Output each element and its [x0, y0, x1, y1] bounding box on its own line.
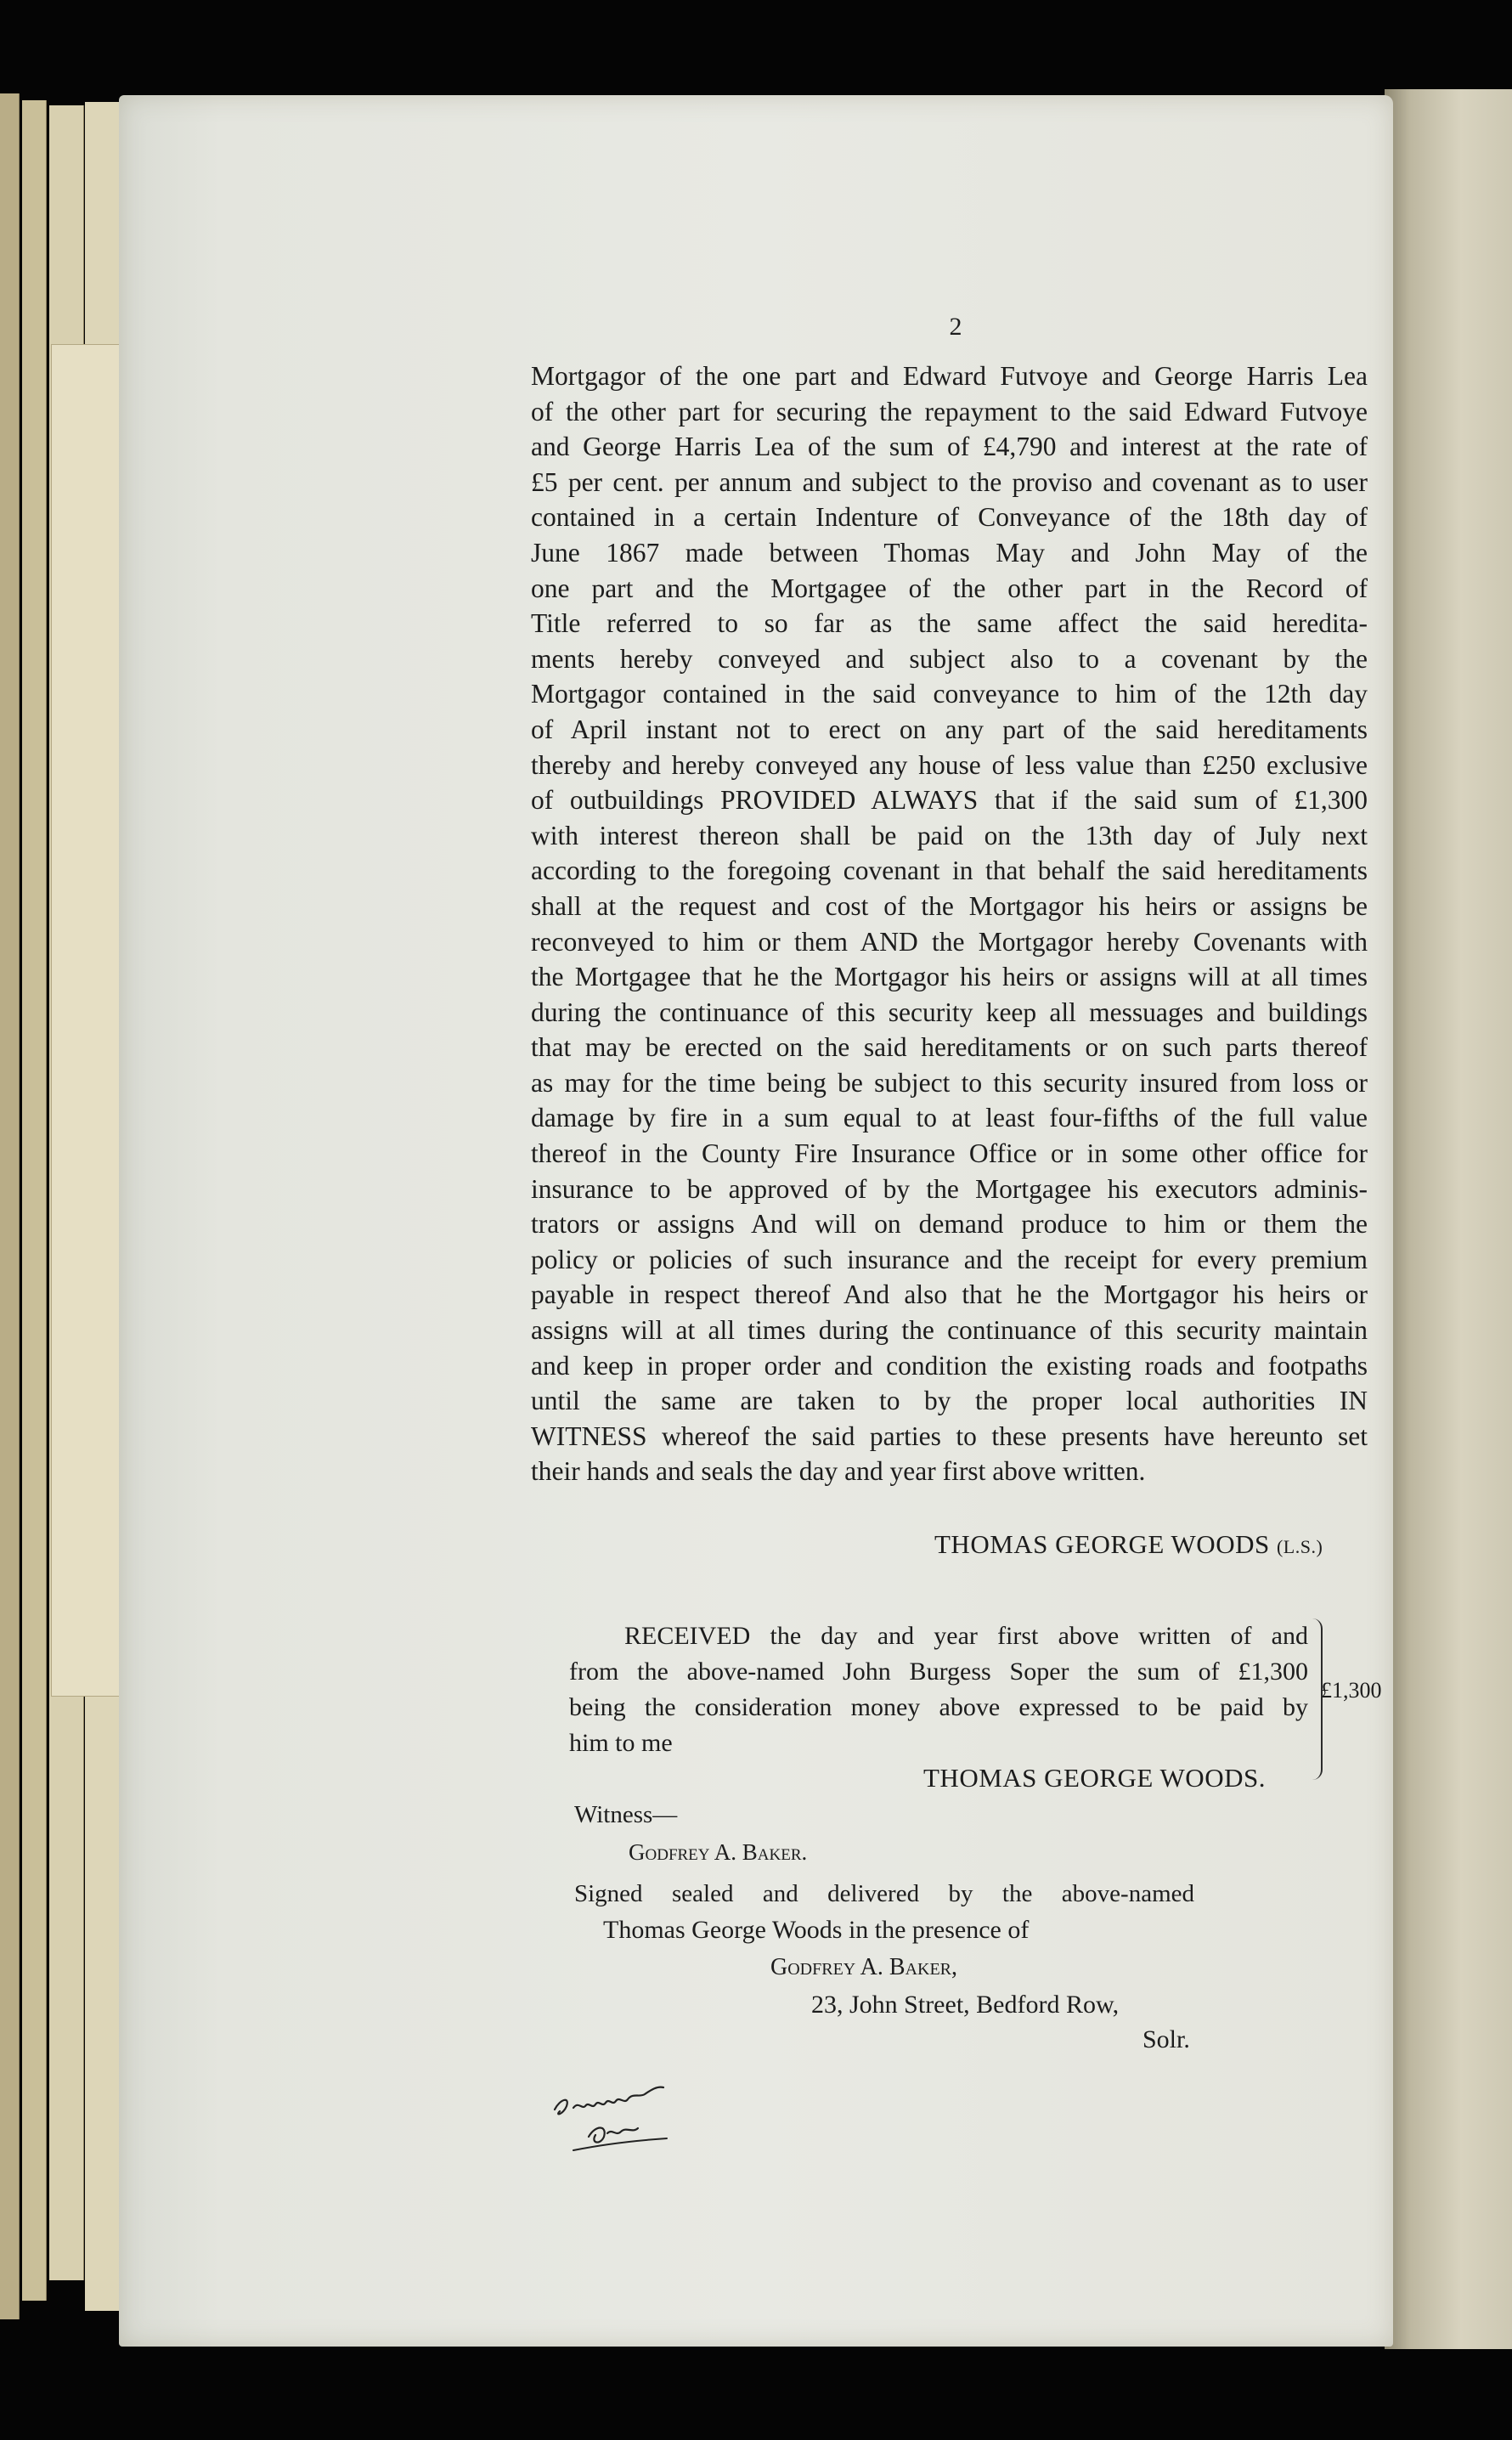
solicitor-title: Solr.	[1142, 2025, 1190, 2053]
body-line: £5 per cent. per annum and subject to the proviso and covenant as to user	[531, 466, 1368, 497]
grantor-signature	[934, 1529, 1323, 1560]
body-line: and George Harris Lea of the sum of £4,790 and interest at the rate of	[531, 432, 1368, 462]
page-number: 2	[949, 313, 962, 341]
body-line: assigns will at all times during the continuance of this security maintain	[531, 1315, 1368, 1346]
grantor-signature-name: THOMAS GEORGE WOODS	[934, 1529, 1270, 1559]
body-line: ments hereby conveyed and subject also to a covenant by the	[531, 643, 1368, 674]
body-line: insurance to be approved of by the Mortgagee his executors adminis-	[531, 1173, 1368, 1204]
handwritten-examined-note	[548, 2077, 709, 2162]
body-line: contained in a certain Indenture of Conveyance of the 18th day of	[531, 502, 1368, 533]
body-line: that may be erected on the said hereditaments or on such parts thereof	[531, 1032, 1368, 1063]
body-line: during the continuance of this security keep all messuages and buildings	[531, 997, 1368, 1027]
body-line: shall at the request and cost of the Mortgagor his heirs or assigns be	[531, 890, 1368, 921]
body-line: one part and the Mortgagee of the other part in the Record of	[531, 573, 1368, 603]
body-line: June 1867 made between Thomas May and John May of the	[531, 537, 1368, 568]
body-line: policy or policies of such insurance and the receipt for every premium	[531, 1244, 1368, 1274]
attestation-line-1: Signed sealed and delivered by the above-named	[574, 1880, 1194, 1907]
witness-label: Witness—	[574, 1801, 678, 1828]
body-line: trators or assigns And will on demand produce to him or them the	[531, 1209, 1368, 1240]
body-line: according to the foregoing covenant in that behalf the said hereditaments	[531, 856, 1368, 886]
seal-mark: (L.S.)	[1276, 1536, 1323, 1557]
receipt-signature: THOMAS GEORGE WOODS.	[923, 1763, 1266, 1793]
solicitor-address: 23, John Street, Bedford Row,	[811, 1991, 1120, 2019]
receipt-clause	[569, 1618, 1308, 1761]
receipt-line: RECEIVED the day and year first above written of and	[624, 1622, 1308, 1650]
book-edge	[22, 100, 47, 2301]
body-line: damage by fire in a sum equal to at least four-fifths of the full value	[531, 1103, 1368, 1133]
body-line: Mortgagor of the one part and Edward Futvoye and George Harris Lea	[531, 361, 1368, 391]
body-line: of April instant not to erect on any part of the said hereditaments	[531, 714, 1368, 744]
facing-page	[1385, 89, 1512, 2349]
body-line: thereof in the County Fire Insurance Office or in some other office for	[531, 1138, 1368, 1169]
body-line: the Mortgagee that he the Mortgagor his heirs or assigns will at all times	[531, 962, 1368, 992]
body-line: thereby and hereby conveyed any house of less value than £250 exclusive	[531, 749, 1368, 780]
witness-name: Godfrey A. Baker.	[629, 1839, 808, 1865]
body-line: Mortgagor contained in the said conveyance to him of the 12th day	[531, 679, 1368, 709]
receipt-amount: £1,300	[1321, 1678, 1382, 1703]
receipt-line: from the above-named John Burgess Soper the sum of £1,300	[569, 1658, 1308, 1686]
body-line: as may for the time being be subject to this security insured from loss or	[531, 1067, 1368, 1098]
body-line: reconveyed to him or them AND the Mortgagor hereby Covenants with	[531, 926, 1368, 957]
body-line: of outbuildings PROVIDED ALWAYS that if the said sum of £1,300	[531, 785, 1368, 816]
body-line: their hands and seals the day and year first above written.	[531, 1456, 1146, 1487]
body-line: and keep in proper order and condition the existing roads and footpaths	[531, 1350, 1368, 1381]
body-line: payable in respect thereof And also that he the Mortgagor his heirs or	[531, 1279, 1368, 1310]
body-line: with interest thereon shall be paid on the 13th day of July next	[531, 820, 1368, 850]
body-line: until the same are taken to by the proper local authorities IN	[531, 1386, 1368, 1416]
receipt-brace	[1304, 1618, 1323, 1780]
deed-body-text	[531, 359, 1368, 1489]
body-line: WITNESS whereof the said parties to these presents have hereunto set	[531, 1421, 1368, 1451]
body-line: of the other part for securing the repayment to the said Edward Futvoye	[531, 396, 1368, 426]
book-edge	[0, 93, 20, 2319]
receipt-line: him to me	[569, 1729, 673, 1757]
receipt-line: being the consideration money above expressed to be paid by	[569, 1693, 1308, 1721]
solicitor-name: Godfrey A. Baker,	[770, 1954, 958, 1980]
body-line: Title referred to so far as the same affect the said heredita-	[531, 608, 1368, 639]
attestation-line-2: Thomas George Woods in the presence of	[603, 1916, 1030, 1944]
